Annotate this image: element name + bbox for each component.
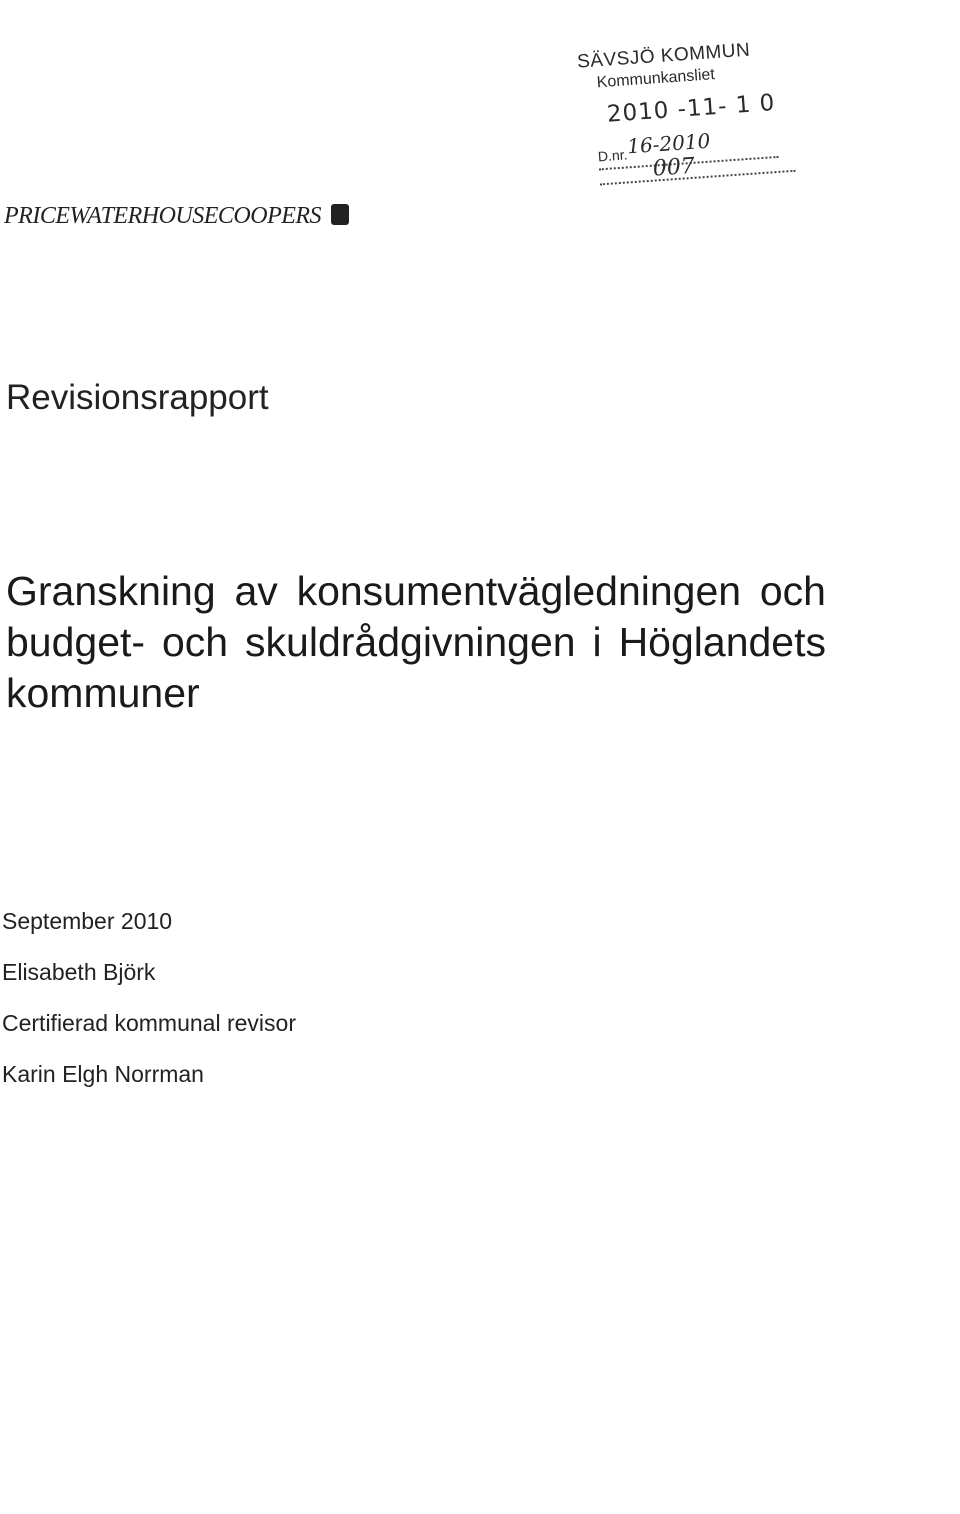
report-type: Revisionsrapport (6, 378, 269, 417)
stamp-second-handwritten: 007 (652, 153, 696, 182)
report-title: Granskning av konsumentvägledningen och budget- och skuldrådgivningen i Höglandets kommuner (6, 568, 826, 716)
report-date: September 2010 (2, 908, 173, 934)
stamp-dnr-label: D.nr. (597, 146, 628, 165)
logo-mark-icon (331, 204, 349, 225)
stamp-second-line (600, 169, 796, 186)
stamp-organization: SÄVSJÖ KOMMUN (576, 39, 751, 73)
author-role: Certifierad kommunal revisor (2, 1010, 296, 1036)
stamp-dnr-handwritten: 16-2010 (626, 128, 712, 159)
second-author-name: Karin Elgh Norrman (2, 1061, 204, 1087)
company-logo-text: PRICEWATERHOUSECOOPERS (4, 203, 322, 229)
registration-stamp (572, 28, 814, 224)
stamp-date: 2010 -11- 1 0 (606, 89, 777, 128)
author-name: Elisabeth Björk (2, 959, 156, 985)
stamp-department: Kommunkansliet (596, 66, 716, 92)
company-logo (4, 203, 349, 230)
